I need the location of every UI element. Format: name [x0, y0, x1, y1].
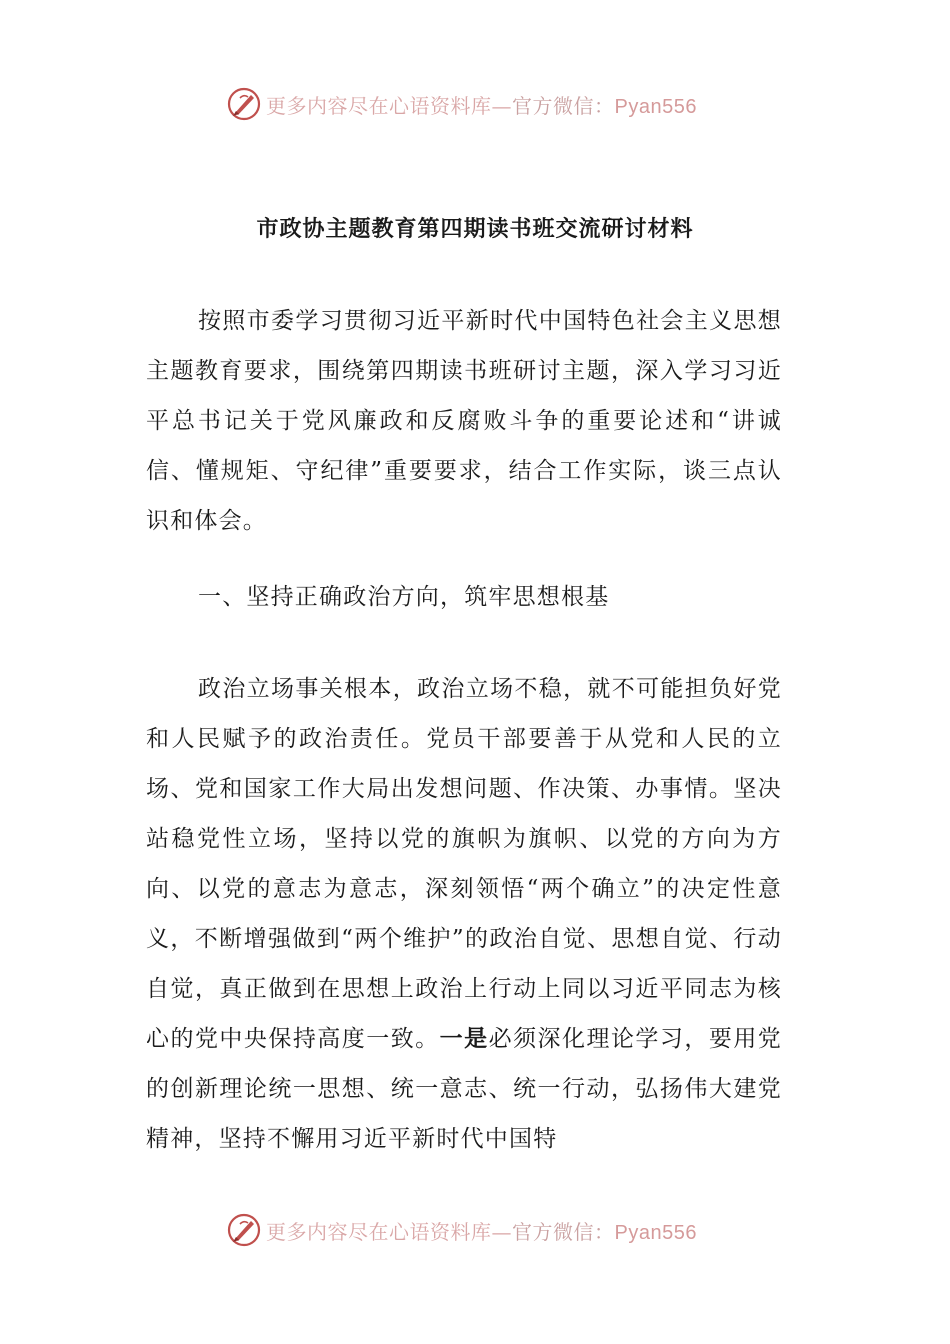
pen-logo-icon [226, 1212, 262, 1248]
banner-text: 更多内容尽在心语资料库—官方微信：Pyan556 [266, 1219, 697, 1244]
banner-text: 更多内容尽在心语资料库—官方微信：Pyan556 [266, 93, 697, 118]
section-heading: 一、坚持正确政治方向，筑牢思想根基 [198, 584, 610, 610]
header-banner [226, 84, 697, 124]
footer-banner [226, 1210, 697, 1250]
pen-logo-icon [226, 86, 262, 122]
intro-paragraph: 按照市委学习贯彻习近平新时代中国特色社会主义思想主题教育要求，围绕第四期读书班研讨主题，深入学习习近平总书记关于党风廉政和反腐败斗争的重要论述和“讲诚信、懂规矩、守纪律”重要要求，结合工作实际，谈三点认识和体会。 [146, 308, 782, 534]
section-text-a: 政治立场事关根本，政治立场不稳，就不可能担负好党和人民赋予的政治责任。党员干部要善于从党和人民的立场、党和国家工作大局出发想问题、作决策、办事情。坚决站稳党性立场，坚持以党的旗帜为旗帜、以党的方向为方向、以党的意志为意志，深刻领悟“两个确立”的决定性意义，不断增强做到“两个维护”的政治自觉、思想自觉、行动自觉，真正做到在思想上政治上行动上同以习近平同志为核心的党中央保持高度一致。 [146, 676, 782, 1052]
bold-marker: 一是 [439, 1025, 489, 1052]
document-title: 市政协主题教育第四期读书班交流研讨材料 [256, 216, 694, 242]
section-text-b: 必须深化理论学习，要用党的创新理论统一思想、统一意志、统一行动，弘扬伟大建党精神，坚持不懈用习近平新时代中国特 [146, 1026, 782, 1152]
section-paragraph [146, 664, 782, 1164]
